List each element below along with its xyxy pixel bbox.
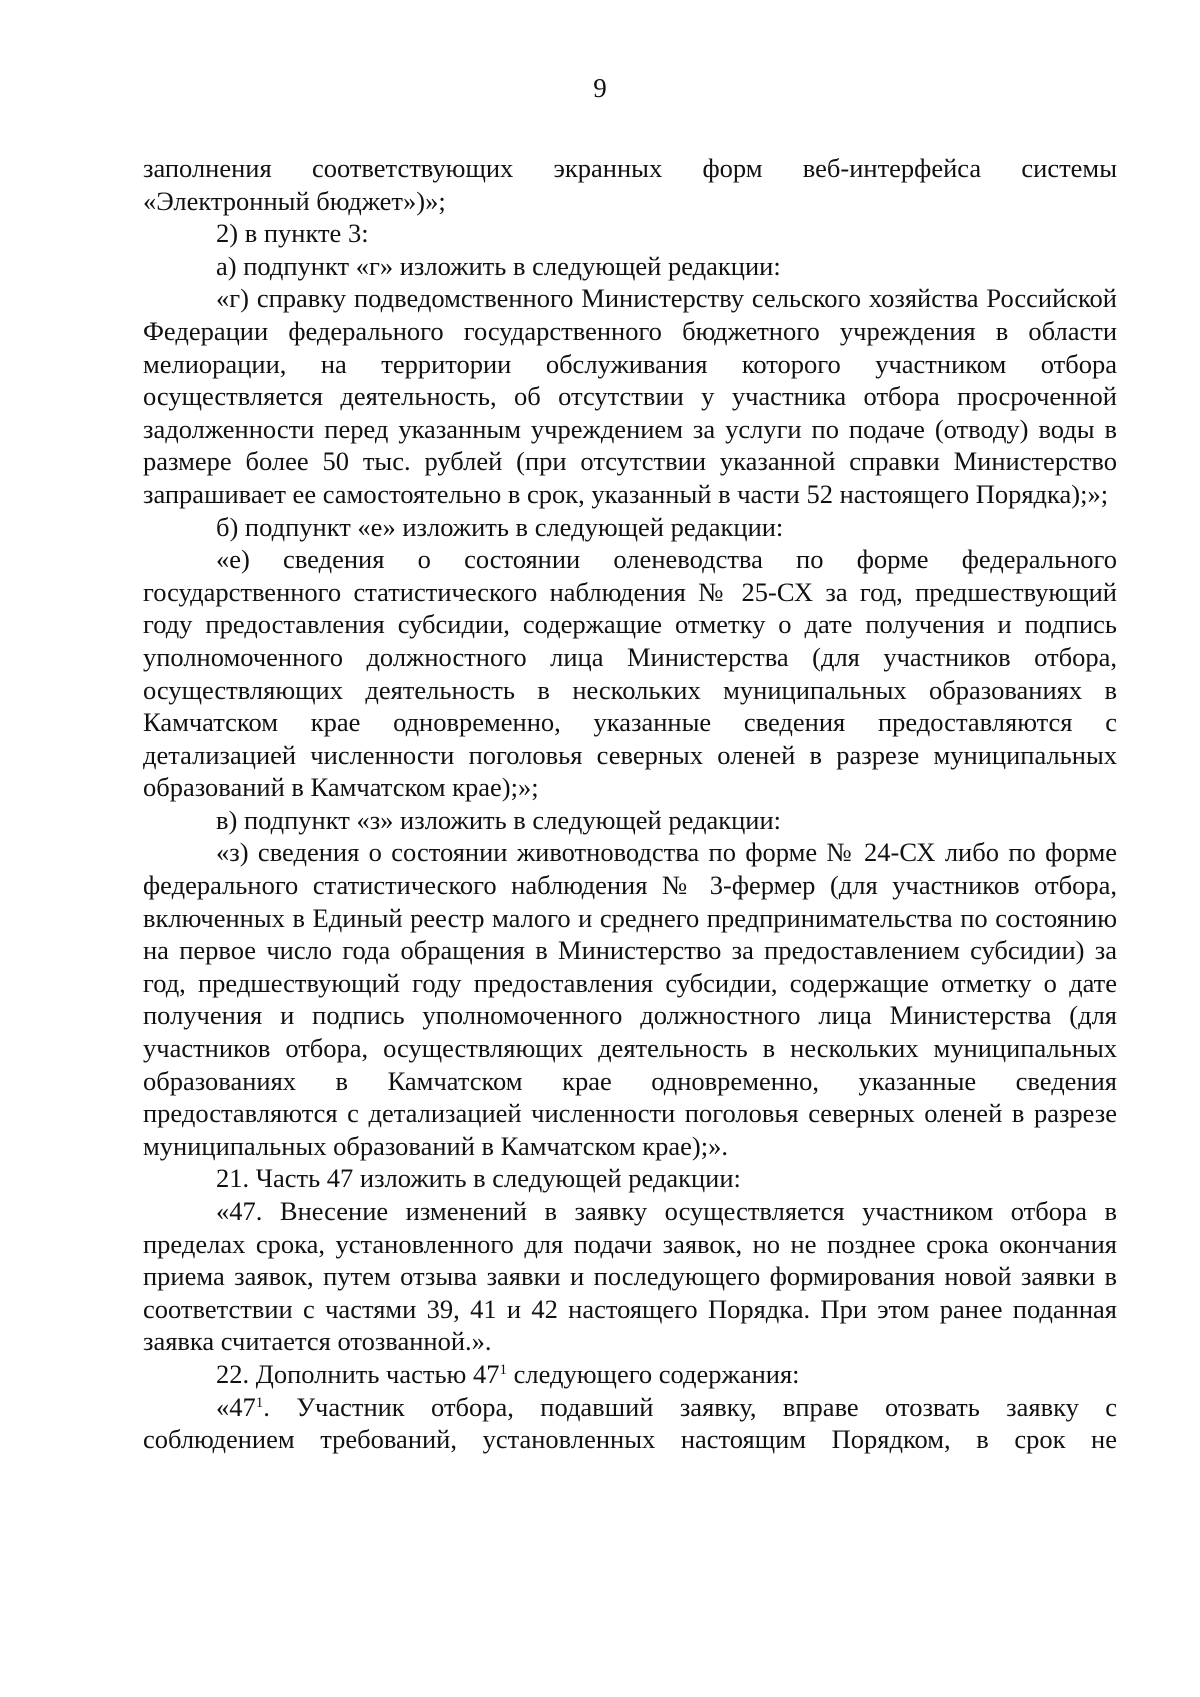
paragraph-continuation: заполнения соответствующих экранных форм веб-интерфейса системы «Электронный бюджет»)»; bbox=[143, 153, 1117, 216]
paragraph-item-22 bbox=[143, 1358, 1117, 1391]
superscript-1: 1 bbox=[255, 1394, 264, 1411]
paragraph-quote-z: «з) сведения о состоянии животноводства по форме № 24-СХ либо по форме федерального статистического наблюдения № 3-фермер (для участников отбора, включенных в Единый реестр малого и среднего предпринимательства по состоянию на первое число года обращения в Министерство за предоставлением субсидии) за год, предшествующий году предоставления субсидии, содержащие отметку о дате получения и подпись уполномоченного должностного лица Министерства (для участников отбора, осуществляющих деятельность в нескольких муниципальных образованиях в Камчатском крае одновременно, указанные сведения предоставляются с детализацией численности поголовья северных оленей в разрезе муниципальных образований в Камчатском крае);». bbox=[143, 837, 1117, 1161]
paragraph-quote-47-1-text-end: . Участник отбора, подавший заявку, вправе отозвать заявку с соблюдением требований, установленных настоящим Порядком, в срок не bbox=[143, 1391, 1117, 1455]
paragraph-subitem-b: б) подпункт «е» изложить в следующей редакции: bbox=[216, 511, 784, 542]
paragraph-quote-e: «е) сведения о состоянии оленеводства по форме федерального государственного статистического наблюдения № 25-СХ за год, предшествующий году предоставления субсидии, содержащие отметку о дате получения и подпись уполномоченного должностного лица Министерства (для участников отбора, осуществляющих деятельность в нескольких муниципальных образованиях в Камчатском крае одновременно, указанные сведения предоставляются с детализацией численности поголовья северных оленей в разрезе муниципальных образований в Камчатском крае);»; bbox=[143, 544, 1117, 803]
paragraph-quote-g: «г) справку подведомственного Министерству сельского хозяйства Российской Федерации федерального государственного бюджетного учреждения в области мелиорации, на территории обслуживания которого участником отбора осуществляется деятельность, об отсутствии у участника отбора просроченной задолженности перед указанным учреждением за услуги по подаче (отводу) воды в размере более 50 тыс. рублей (при отсутствии указанной справки Министерство запрашивает ее самостоятельно в срок, указанный в части 52 настоящего Порядка);»; bbox=[143, 283, 1117, 509]
page-number: 9 bbox=[593, 73, 607, 103]
paragraph-item-21: 21. Часть 47 изложить в следующей редакции: bbox=[216, 1163, 741, 1194]
paragraph-subitem-a: а) подпункт «г» изложить в следующей редакции: bbox=[216, 250, 781, 281]
paragraph-quote-47-1-text-start: «47 bbox=[216, 1391, 256, 1422]
paragraph-quote-47: «47. Внесение изменений в заявку осуществляется участником отбора в пределах срока, установленного для подачи заявок, но не позднее срока окончания приема заявок, путем отзыва заявки и последующего формирования новой заявки в соответствии с частями 39, 41 и 42 настоящего Порядка. При этом ранее поданная заявка считается отозванной.». bbox=[143, 1196, 1117, 1357]
document-body bbox=[143, 152, 1117, 1456]
paragraph-quote-47-1 bbox=[143, 1391, 1117, 1456]
paragraph-subitem-v: в) подпункт «з» изложить в следующей редакции: bbox=[216, 804, 782, 835]
paragraph-item-22-text-end: следующего содержания: bbox=[506, 1358, 800, 1389]
paragraph-item-22-text-start: 22. Дополнить частью 47 bbox=[216, 1358, 500, 1389]
superscript-1: 1 bbox=[499, 1361, 507, 1378]
paragraph-item-2: 2) в пункте 3: bbox=[216, 218, 369, 249]
